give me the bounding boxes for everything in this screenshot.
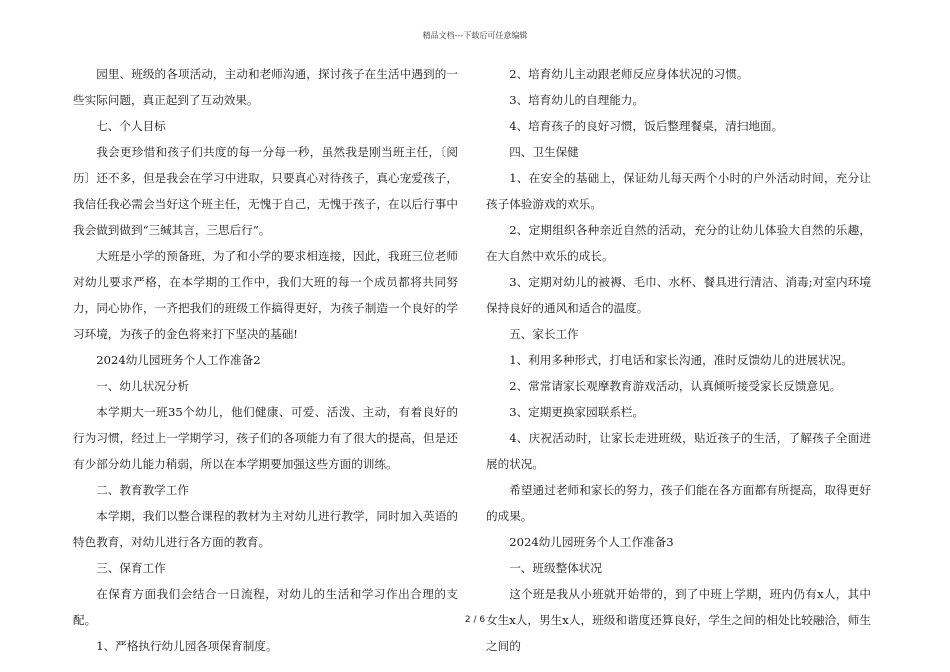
right-column (486, 61, 871, 659)
paragraph: 这个班是我从小班就开始带的，到了中班上学期，班内仍有x人，其中女生x人，男生x人，班级和谐度还算良好，学生之间的相处比较融洽，师生之间的 (486, 587, 871, 653)
paragraph: 本学期，我们以整合课程的教材为主对幼儿进行教学，同时加入英语的特色教育，对幼儿进行各方面的教育。 (73, 509, 458, 549)
left-column (73, 61, 458, 659)
list-item: 3、定期对幼儿的被褥、毛巾、水杯、餐具进行清洁、消毒;对室内环境保持良好的通风和适合的温度。 (486, 275, 871, 315)
list-item: 2、常常请家长观摩教育游戏活动，认真倾听接受家长反馈意见。 (509, 379, 842, 393)
list-item: 3、培育幼儿的自理能力。 (509, 93, 645, 107)
list-item: 2、培育幼儿主动跟老师反应身体状况的习惯。 (509, 67, 749, 81)
page-number: 2 / 6 (464, 615, 486, 625)
list-item: 2、定期组织各种亲近自然的活动，充分的让幼儿体验大自然的乐趣，在大自然中欢乐的成长。 (486, 223, 871, 263)
paragraph: 园里、班级的各项活动，主动和老师沟通，探讨孩子在生活中遇到的一些实际问题，真正起到了互动效果。 (73, 67, 458, 107)
paragraph: 我会更珍惜和孩子们共度的每一分每一秒，虽然我是刚当班主任，〔阅历〕还不多，但是我会在学习中进取，只要真心对待孩子，真心宠爱孩子，我信任我必需会当好这个班主任，无愧于自己，无愧于孩子，在以后行事中我会做到做到“三缄其言，三思后行”。 (73, 145, 458, 237)
section-heading: 五、家长工作 (509, 327, 579, 341)
section-heading: 三、保育工作 (96, 561, 166, 575)
list-item: 4、庆祝活动时，让家长走进班级，贴近孩子的生活，了解孩子全面进展的状况。 (486, 431, 871, 471)
paragraph: 希望通过老师和家长的努力，孩子们能在各方面都有所提高，取得更好的成果。 (486, 483, 871, 523)
paragraph: 大班是小学的预备班，为了和小学的要求相连接，因此，我班三位老师对幼儿要求严格，在本学期的工作中，我们大班的每一个成员都将共同努力，同心协作，一齐把我们的班级工作搞得更好，为孩子制造一个良好的学习环境，为孩子的金色将来打下坚决的基础! (73, 249, 458, 341)
list-item: 3、定期更换家园联系栏。 (509, 405, 645, 419)
section-heading: 二、教育教学工作 (96, 483, 189, 497)
document-title: 2024幼儿园班务个人工作准备3 (509, 535, 674, 549)
paragraph: 在保育方面我们会结合一日流程，对幼儿的生活和学习作出合理的支配。 (73, 587, 458, 627)
section-heading: 一、班级整体状况 (509, 561, 602, 575)
section-heading: 七、个人目标 (96, 119, 166, 133)
paragraph: 本学期大一班35个幼儿，他们健康、可爱、活泼、主动，有着良好的行为习惯，经过上一学期学习，孩子们的各项能力有了很大的提高，但是还有少部分幼儿能力稍弱，所以在本学期要加强这些方面的训练。 (73, 405, 458, 471)
list-item: 1、利用多种形式，打电话和家长沟通，准时反馈幼儿的进展状况。 (509, 353, 853, 367)
page-header: 精品文档---下载后可任意编辑 (422, 31, 528, 40)
section-heading: 四、卫生保健 (509, 145, 579, 159)
list-item: 1、严格执行幼儿园各项保育制度。 (96, 639, 278, 653)
list-item: 1、在安全的基础上，保证幼儿每天两个小时的户外活动时间，充分让孩子体验游戏的欢乐。 (486, 171, 871, 211)
list-item: 4、培育孩子的良好习惯，饭后整理餐桌，清扫地面。 (509, 119, 784, 133)
document-title: 2024幼儿园班务个人工作准备2 (96, 353, 261, 367)
section-heading: 一、幼儿状况分析 (96, 379, 189, 393)
